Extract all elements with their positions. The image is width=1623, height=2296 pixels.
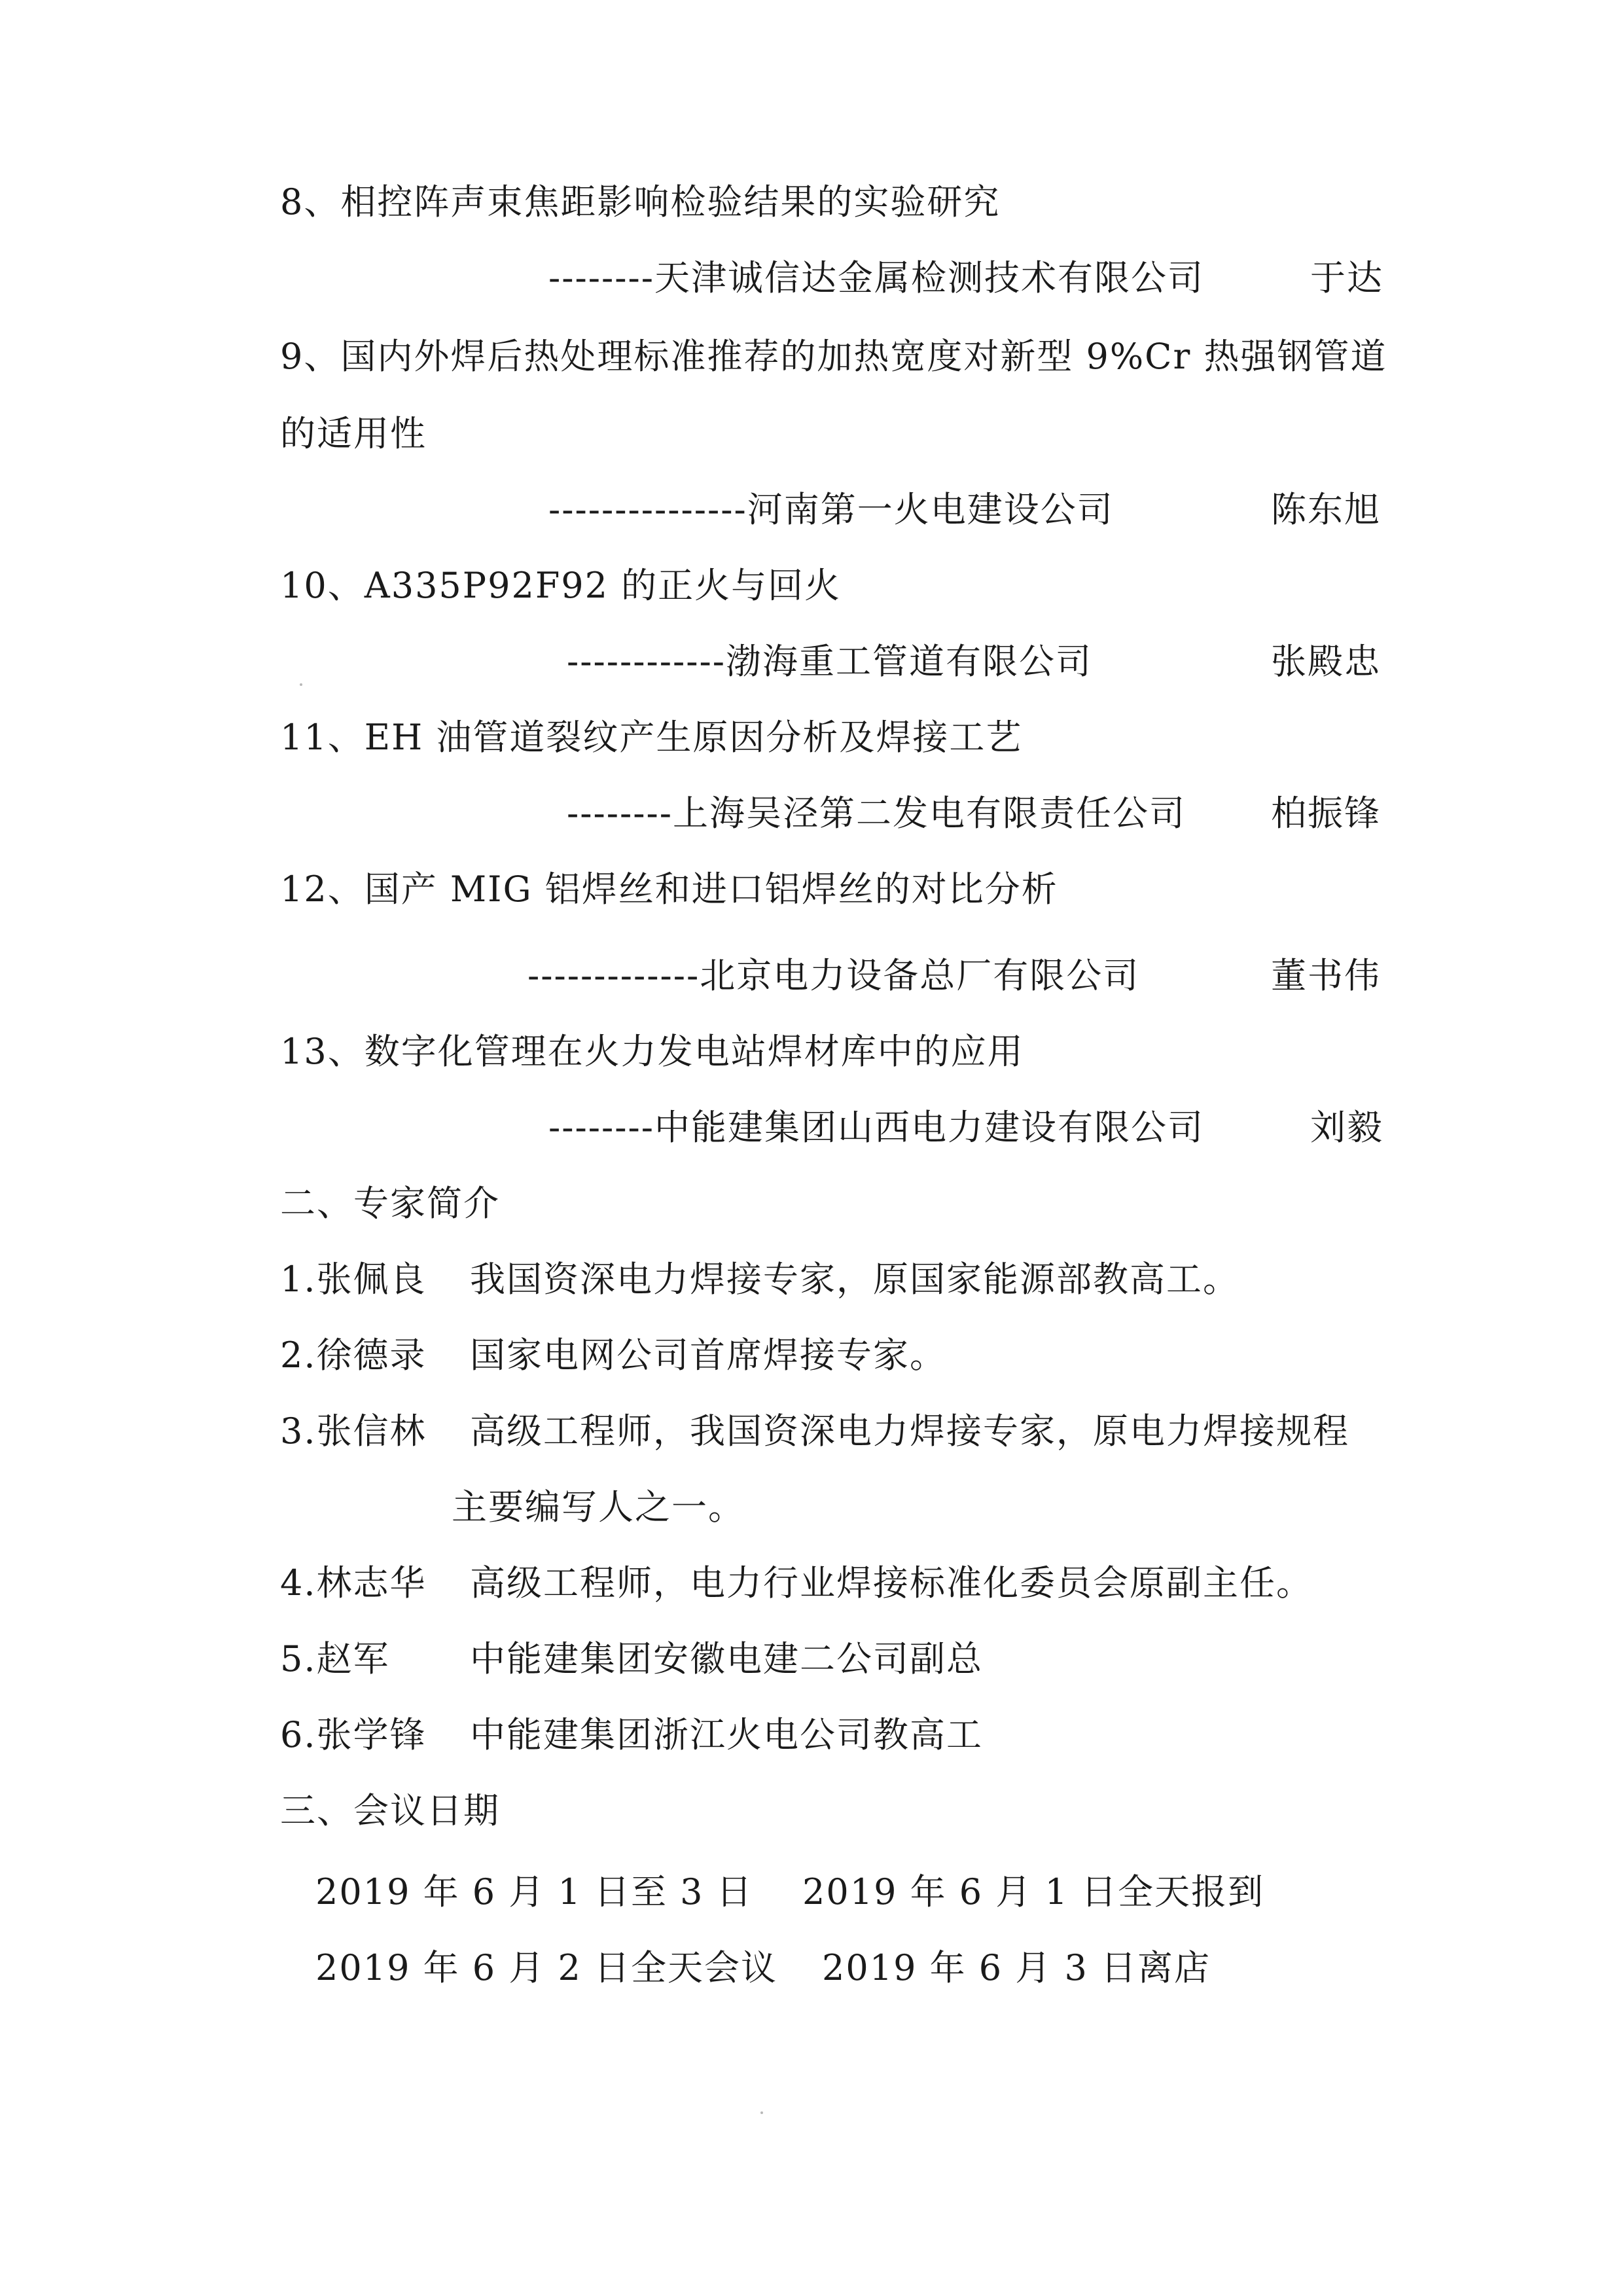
paper-13-affiliation: --------中能建集团山西电力建设有限公司: [548, 1107, 1204, 1148]
paper-8-affiliation: --------天津诚信达金属检测技术有限公司: [548, 257, 1204, 298]
scan-speck: [760, 2111, 763, 2114]
paper-11-affiliation: --------上海吴泾第二发电有限责任公司: [567, 793, 1186, 834]
expert-2-name: 2.徐德录: [280, 1335, 427, 1376]
paper-9-title-line2: 的适用性: [280, 413, 427, 454]
paper-9-affiliation: ---------------河南第一火电建设公司: [548, 489, 1114, 530]
expert-4-desc: 高级工程师，电力行业焊接标准化委员会原副主任。: [470, 1562, 1313, 1604]
expert-1-desc: 我国资深电力焊接专家，原国家能源部教高工。: [470, 1259, 1240, 1300]
paper-9-author: 陈东旭: [1271, 489, 1381, 530]
dates-heading: 三、会议日期: [280, 1790, 500, 1831]
expert-3-desc-line2: 主要编写人之一。: [452, 1486, 745, 1528]
expert-1-name: 1.张佩良: [280, 1259, 427, 1300]
expert-6-desc: 中能建集团浙江火电公司教高工: [470, 1714, 983, 1755]
date-meeting: 2019 年 6 月 2 日全天会议: [315, 1947, 777, 1988]
paper-10-title: 10、A335P92F92 的正火与回火: [280, 565, 842, 606]
expert-5-name: 5.赵军: [280, 1638, 390, 1679]
scan-speck: [300, 683, 302, 686]
date-registration: 2019 年 6 月 1 日全天报到: [802, 1871, 1264, 1912]
paper-12-title: 12、国产 MIG 铝焊丝和进口铝焊丝的对比分析: [280, 869, 1058, 910]
paper-10-author: 张殿忠: [1271, 641, 1381, 682]
expert-3-name: 3.张信林: [280, 1410, 427, 1452]
paper-8-author: 于达: [1310, 257, 1383, 298]
paper-12-affiliation: -------------北京电力设备总厂有限公司: [527, 955, 1140, 996]
paper-13-author: 刘毅: [1310, 1107, 1383, 1148]
expert-2-desc: 国家电网公司首席焊接专家。: [470, 1335, 946, 1376]
expert-4-name: 4.林志华: [280, 1562, 427, 1604]
date-range: 2019 年 6 月 1 日至 3 日: [315, 1871, 753, 1912]
paper-9-title-line1: 9、国内外焊后热处理标准推荐的加热宽度对新型 9%Cr 热强钢管道: [280, 336, 1387, 377]
expert-3-desc: 高级工程师，我国资深电力焊接专家，原电力焊接规程: [470, 1410, 1349, 1452]
expert-6-name: 6.张学锋: [280, 1714, 427, 1755]
paper-10-affiliation: ------------渤海重工管道有限公司: [567, 641, 1092, 682]
paper-12-author: 董书伟: [1271, 955, 1381, 996]
date-checkout: 2019 年 6 月 3 日离店: [822, 1947, 1211, 1988]
experts-heading: 二、专家简介: [280, 1183, 500, 1224]
paper-13-title: 13、数字化管理在火力发电站焊材库中的应用: [280, 1031, 1024, 1072]
paper-11-author: 柏振锋: [1271, 793, 1381, 834]
paper-8-title: 8、相控阵声束焦距影响检验结果的实验研究: [280, 181, 1001, 223]
expert-5-desc: 中能建集团安徽电建二公司副总: [470, 1638, 983, 1679]
paper-11-title: 11、EH 油管道裂纹产生原因分析及焊接工艺: [280, 717, 1023, 758]
